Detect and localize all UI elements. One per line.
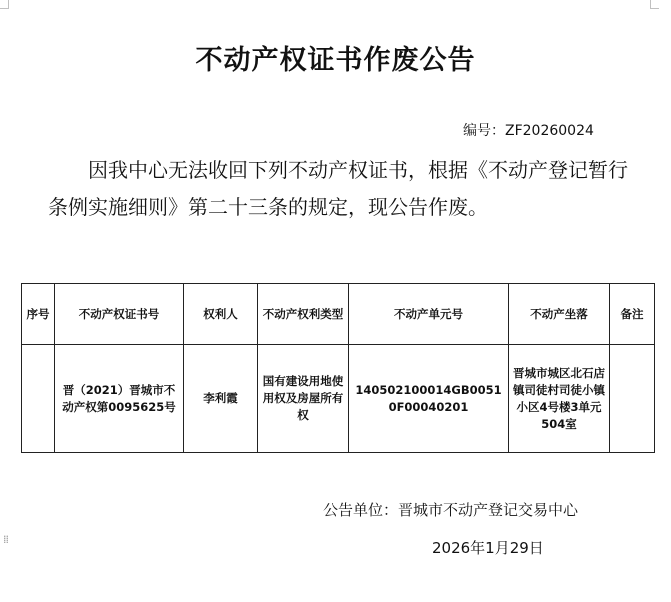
header-unit-no: 不动产单元号	[349, 284, 509, 345]
certificate-table	[21, 283, 655, 453]
table-header-row	[22, 284, 655, 345]
issuer-line: 公告单位：晋城市不动产登记交易中心	[323, 501, 579, 519]
drag-handle-icon[interactable]: ⁞⁞	[3, 533, 8, 546]
page-title: 不动产权证书作废公告	[195, 45, 476, 76]
cell-cert-no: 晋（2021）晋城市不动产权第0095625号	[55, 345, 184, 453]
page-corner-mark	[0, 0, 9, 9]
header-cert-no: 不动产权证书号	[55, 284, 184, 345]
announcement-body: 因我中心无法收回下列不动产权证书，根据《不动产登记暂行条例实施细则》第二十三条的规定，现公告作废。	[48, 158, 628, 219]
header-holder: 权利人	[184, 284, 258, 345]
header-location: 不动产坐落	[509, 284, 610, 345]
cell-note	[610, 345, 655, 453]
header-seq: 序号	[22, 284, 55, 345]
issue-date: 2026年1月29日	[432, 539, 544, 557]
cell-right-type: 国有建设用地使用权及房屋所有权	[258, 345, 349, 453]
cell-unit-no: 140502100014GB00510F00040201	[349, 345, 509, 453]
document-number: 编号：ZF20260024	[463, 123, 594, 139]
header-note: 备注	[610, 284, 655, 345]
cell-holder: 李利霞	[184, 345, 258, 453]
header-right-type: 不动产权利类型	[258, 284, 349, 345]
table-row	[22, 345, 655, 453]
cell-seq	[22, 345, 55, 453]
cell-location: 晋城市城区北石店镇司徒村司徒小镇小区4号楼3单元504室	[509, 345, 610, 453]
page-corner-mark	[650, 0, 659, 9]
